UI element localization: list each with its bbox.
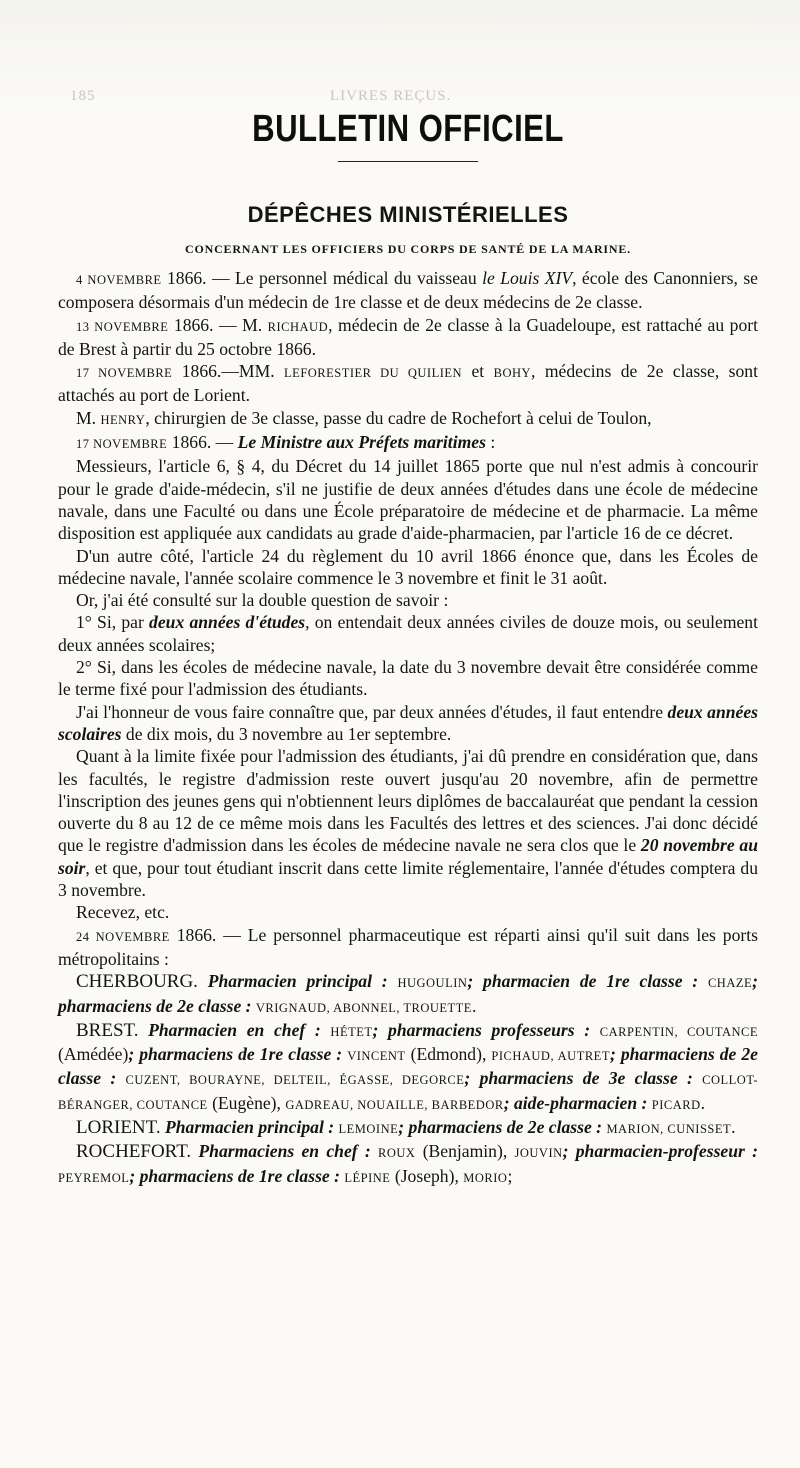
- date: 17 NOVEMBRE: [76, 366, 173, 381]
- paragraph-ministre: 17 NOVEMBRE 1866. — Le Ministre aux Préfets maritimes :: [76, 432, 496, 453]
- city-name: BREST.: [76, 1019, 139, 1041]
- paragraph-pharmaceutique: 24 NOVEMBRE 1866. — Le personnel pharmaceutique est réparti ainsi qu'il suit dans les ports métropolitains :: [58, 924, 758, 969]
- section-title: DÉPÊCHES MINISTÉRIELLES: [247, 202, 569, 227]
- addressee: Le Ministre aux Préfets maritimes: [237, 432, 486, 453]
- person-name: RICHAUD: [267, 319, 329, 334]
- date: 17 NOVEMBRE: [76, 437, 168, 452]
- letter-paragraph: Quant à la limite fixée pour l'admission des étudiants, j'ai dû prendre en considération que, dans les facultés, le registre d'admission reste ouvert jusqu'au 20 novembre, afin de permettre l'inscription des jeunes gens qui n'obtiennent leurs diplômes de baccalauréat que pendant la cession ouverte du 8 au 12 de ce même mois dans les Facultés des lettres et des sciences. J'ai donc décidé que le registre d'admission dans les écoles de médecine navale ne sera clos que le 20 novembre au soir, et que, pour tout étudiant inscrit dans cette limite réglementaire, l'année d'études comptera du 3 novembre.: [58, 746, 758, 901]
- document-body: [58, 267, 758, 1189]
- paragraph-henry: M. HENRY, chirurgien de 3e classe, passe du cadre de Rochefort à celui de Toulon,: [76, 407, 652, 428]
- bleed-through-page-number: 185: [70, 88, 96, 104]
- person-name: BOHY: [493, 366, 532, 381]
- bleed-through-area: [0, 0, 800, 110]
- ship-name: le Louis XIV: [482, 268, 573, 288]
- city-name: CHERBOURG.: [76, 971, 198, 993]
- port-cherbourg: CHERBOURG. Pharmacien principal : HUGOULIN; pharmacien de 1re classe : CHAZE; pharmaciens de 2e classe : VRIGNAUD, ABONNEL, TROUETTE.: [58, 971, 758, 1016]
- paragraph-vaisseau: 4 NOVEMBRE 1866. — Le personnel médical du vaisseau le Louis XIV, école des Canonniers, se composera désormais d'un médecin de 1re classe et de deux médecins de 2e classe.: [58, 268, 758, 313]
- date: 24 NOVEMBRE: [76, 929, 170, 944]
- date: 4 NOVEMBRE: [76, 273, 162, 287]
- section-subtitle: CONCERNANT LES OFFICIERS DU CORPS DE SANTÉ DE LA MARINE.: [185, 242, 631, 256]
- bulletin-title: BULLETIN OFFICIEL: [252, 108, 564, 150]
- letter-paragraph: J'ai l'honneur de vous faire connaître que, par deux années d'études, il faut entendre deux années scolaires de dix mois, du 3 novembre au 1er septembre.: [58, 701, 758, 744]
- person-name: LEFORESTIER DU QUILIEN: [284, 366, 463, 381]
- port-rochefort: ROCHEFORT. Pharmaciens en chef : ROUX (Benjamin), JOUVIN; pharmacien-professeur : PEYREMOL; pharmaciens de 1re classe : LÉPINE (Joseph), MORIO;: [58, 1141, 758, 1186]
- paragraph-richaud: 13 NOVEMBRE 1866. — M. RICHAUD, médecin de 2e classe à la Guadeloupe, est rattaché au port de Brest à partir du 25 octobre 1866.: [58, 314, 758, 359]
- title-divider: [338, 161, 478, 162]
- bleed-through-header: LIVRES REÇUS.: [330, 88, 452, 104]
- city-name: ROCHEFORT.: [76, 1141, 192, 1163]
- letter-paragraph: D'un autre côté, l'article 24 du règlement du 10 avril 1866 énonce que, dans les Écoles de médecine navale, l'année scolaire commence le 3 novembre et finit le 31 août.: [58, 545, 758, 588]
- letter-closing: Recevez, etc.: [76, 902, 170, 923]
- paragraph-leforestier: 17 NOVEMBRE 1866.—MM. LEFORESTIER DU QUILIEN et BOHY, médecins de 2e classe, sont attachés au port de Lorient.: [58, 361, 758, 406]
- letter-paragraph: Or, j'ai été consulté sur la double question de savoir :: [76, 590, 449, 611]
- port-lorient: LORIENT. Pharmacien principal : LEMOINE; pharmaciens de 2e classe : MARION, CUNISSET.: [76, 1116, 736, 1138]
- letter-paragraph: 2° Si, dans les écoles de médecine navale, la date du 3 novembre devait être considérée comme le terme fixé pour l'admission des étudiants.: [58, 657, 758, 700]
- city-name: LORIENT.: [76, 1116, 161, 1138]
- date: 13 NOVEMBRE: [76, 319, 169, 334]
- port-brest: BREST. Pharmacien en chef : HÉTET; pharmaciens professeurs : CARPENTIN, COUTANCE (Amédée); pharmaciens de 1re classe : VINCENT (Edmond), PICHAUD, AUTRET; pharmaciens de 2e classe : CUZENT, BOURAYNE, DELTEIL, ÉGASSE, DEGORCE; pharmaciens de 3e classe : COLLOT-BÉRANGER, COUTANCE (Eugène), GADREAU, NOUAILLE, BARBEDOR; aide-pharmacien : PICARD.: [58, 1019, 759, 1113]
- person-name: HENRY: [100, 412, 146, 427]
- letter-paragraph: 1° Si, par deux années d'études, on entendait deux années civiles de douze mois, ou seulement deux années scolaires;: [58, 612, 758, 655]
- letter-paragraph: Messieurs, l'article 6, § 4, du Décret du 14 juillet 1865 porte que nul n'est admis à concourir pour le grade d'aide-médecin, s'il ne justifie de deux années d'études dans une école de médecine navale, dans une Faculté ou dans une École préparatoire de médecine et de pharmacie. La même disposition est appliquée aux candidats au grade d'aide-pharmacien, par l'article 16 de ce décret.: [58, 456, 758, 544]
